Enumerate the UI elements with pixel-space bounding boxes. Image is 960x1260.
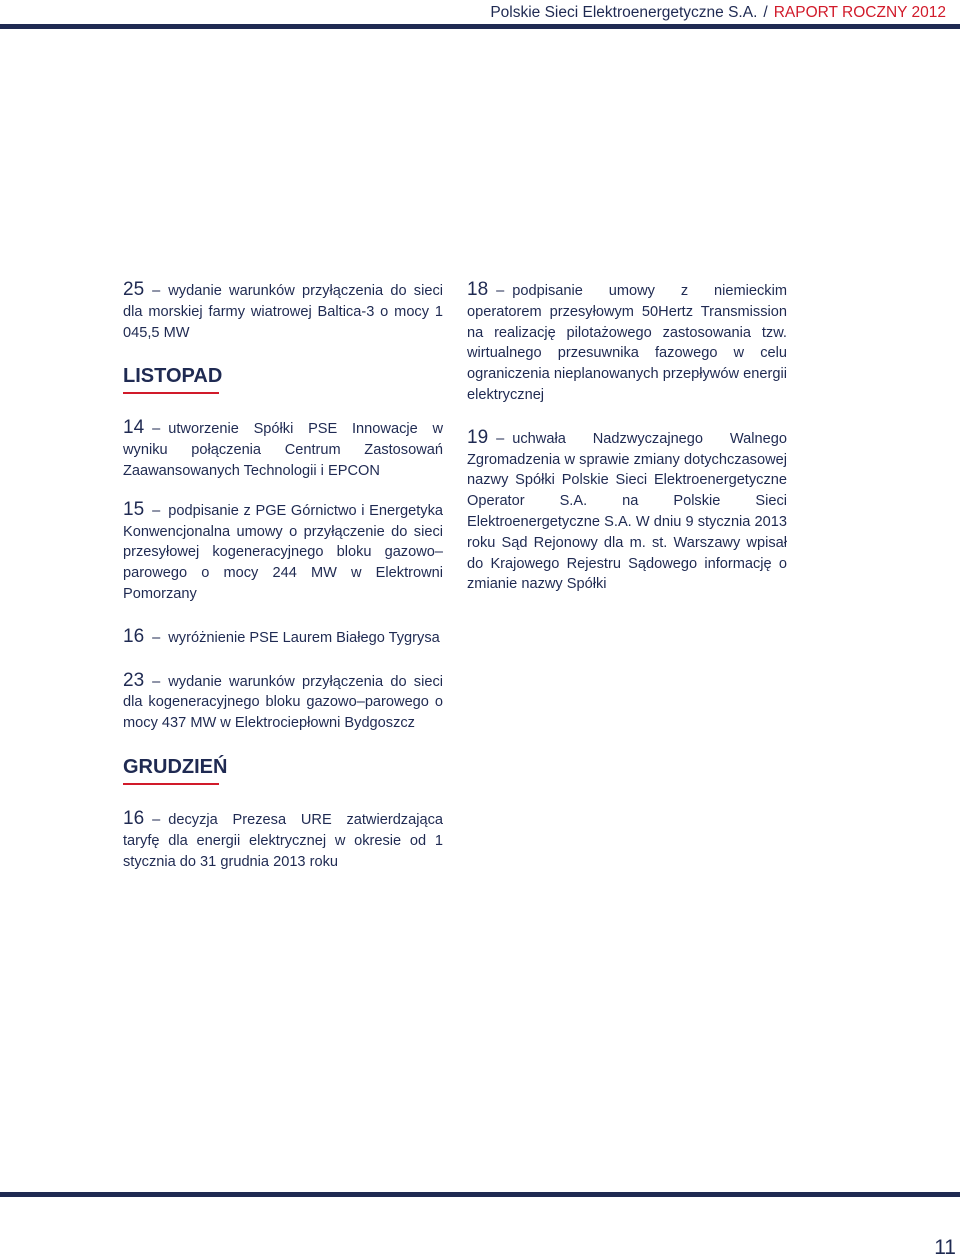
entry-day: 14	[123, 417, 145, 439]
entry-day: 25	[123, 279, 145, 300]
entry-dash: –	[152, 421, 161, 438]
entry-day: 16	[123, 807, 145, 829]
header-company: Polskie Sieci Elektroenergetyczne S.A.	[490, 4, 758, 21]
entry-dash: –	[152, 629, 161, 646]
entry-text: utworzenie Spółki PSE Innowacje w wyniku połączenia Centrum Zastosowań Zaawansowanych Technologii i EPCON	[123, 421, 443, 479]
entry-day: 18	[467, 279, 489, 300]
entry-oct-25	[123, 280, 443, 343]
entry-dash: –	[152, 283, 161, 299]
entry-dash: –	[152, 811, 161, 828]
bottom-rule	[0, 1192, 960, 1197]
entry-day: 15	[123, 498, 145, 520]
left-column	[123, 280, 443, 872]
entry-dec-18	[467, 280, 787, 406]
entry-day: 16	[123, 625, 145, 647]
entry-text: podpisanie z PGE Górnictwo i Energetyka Konwencjonalna umowy o przyłączenie do sieci przesyłowej kogeneracyjnego bloku gazowo–parowego o mocy 244 MW w Elektrowni Pomorzany	[123, 502, 443, 602]
entry-dash: –	[496, 283, 505, 299]
entry-text: uchwała Nadzwyczajnego Walnego Zgromadzenia w sprawie zmiany dotychczasowej nazwy Spółki Polskie Sieci Elektroenergetyczne Operator S.A. na Polskie Sieci Elektroenergetyczne S.A. W dniu 9 stycznia 2013 roku Sąd Rejonowy dla m. st. Warszawy wpisał do Krajowego Rejestru Sądowego informację o zmianie nazwy Spółki	[467, 430, 787, 593]
entry-nov-23	[123, 671, 443, 734]
entry-dash: –	[152, 502, 161, 519]
entry-dash: –	[152, 673, 161, 690]
month-title-listopad: LISTOPAD	[123, 365, 223, 388]
entry-text: podpisanie umowy z niemieckim operatorem przesyłowym 50Hertz Transmission na realizację pilotażowego zastosowania tzw. wirtualnego przesuwnika fazowego w celu ograniczenia nieplanowanych przepływów energii elektrycznej	[467, 283, 787, 403]
entry-nov-16	[123, 627, 443, 649]
entry-nov-14	[123, 418, 443, 481]
entry-text: wydanie warunków przyłączenia do sieci dla morskiej farmy wiatrowej Baltica-3 o mocy 1 045,5 MW	[123, 283, 443, 341]
entry-text: decyzja Prezesa URE zatwierdzająca taryfę dla energii elektrycznej w okresie od 1 stycznia do 31 grudnia 2013 roku	[123, 811, 443, 870]
entry-dec-19	[467, 428, 787, 595]
month-title-grudzien: GRUDZIEŃ	[123, 755, 228, 778]
entry-text: wyróżnienie PSE Laurem Białego Tygrysa	[168, 629, 440, 646]
header-report-title: RAPORT ROCZNY 2012	[773, 4, 946, 21]
entry-nov-15	[123, 500, 443, 605]
entry-day: 23	[123, 669, 145, 691]
running-header	[490, 4, 946, 22]
top-rule	[0, 24, 960, 29]
header-separator: /	[763, 4, 768, 21]
page-number: 11	[934, 1236, 956, 1259]
entry-dec-16	[123, 809, 443, 872]
entry-dash: –	[496, 430, 505, 447]
right-column	[467, 280, 787, 595]
entry-day: 19	[467, 426, 489, 448]
entry-text: wydanie warunków przyłączenia do sieci dla kogeneracyjnego bloku gazowo–parowego o mocy 437 MW w Elektrociepłowni Bydgoszcz	[123, 673, 443, 732]
